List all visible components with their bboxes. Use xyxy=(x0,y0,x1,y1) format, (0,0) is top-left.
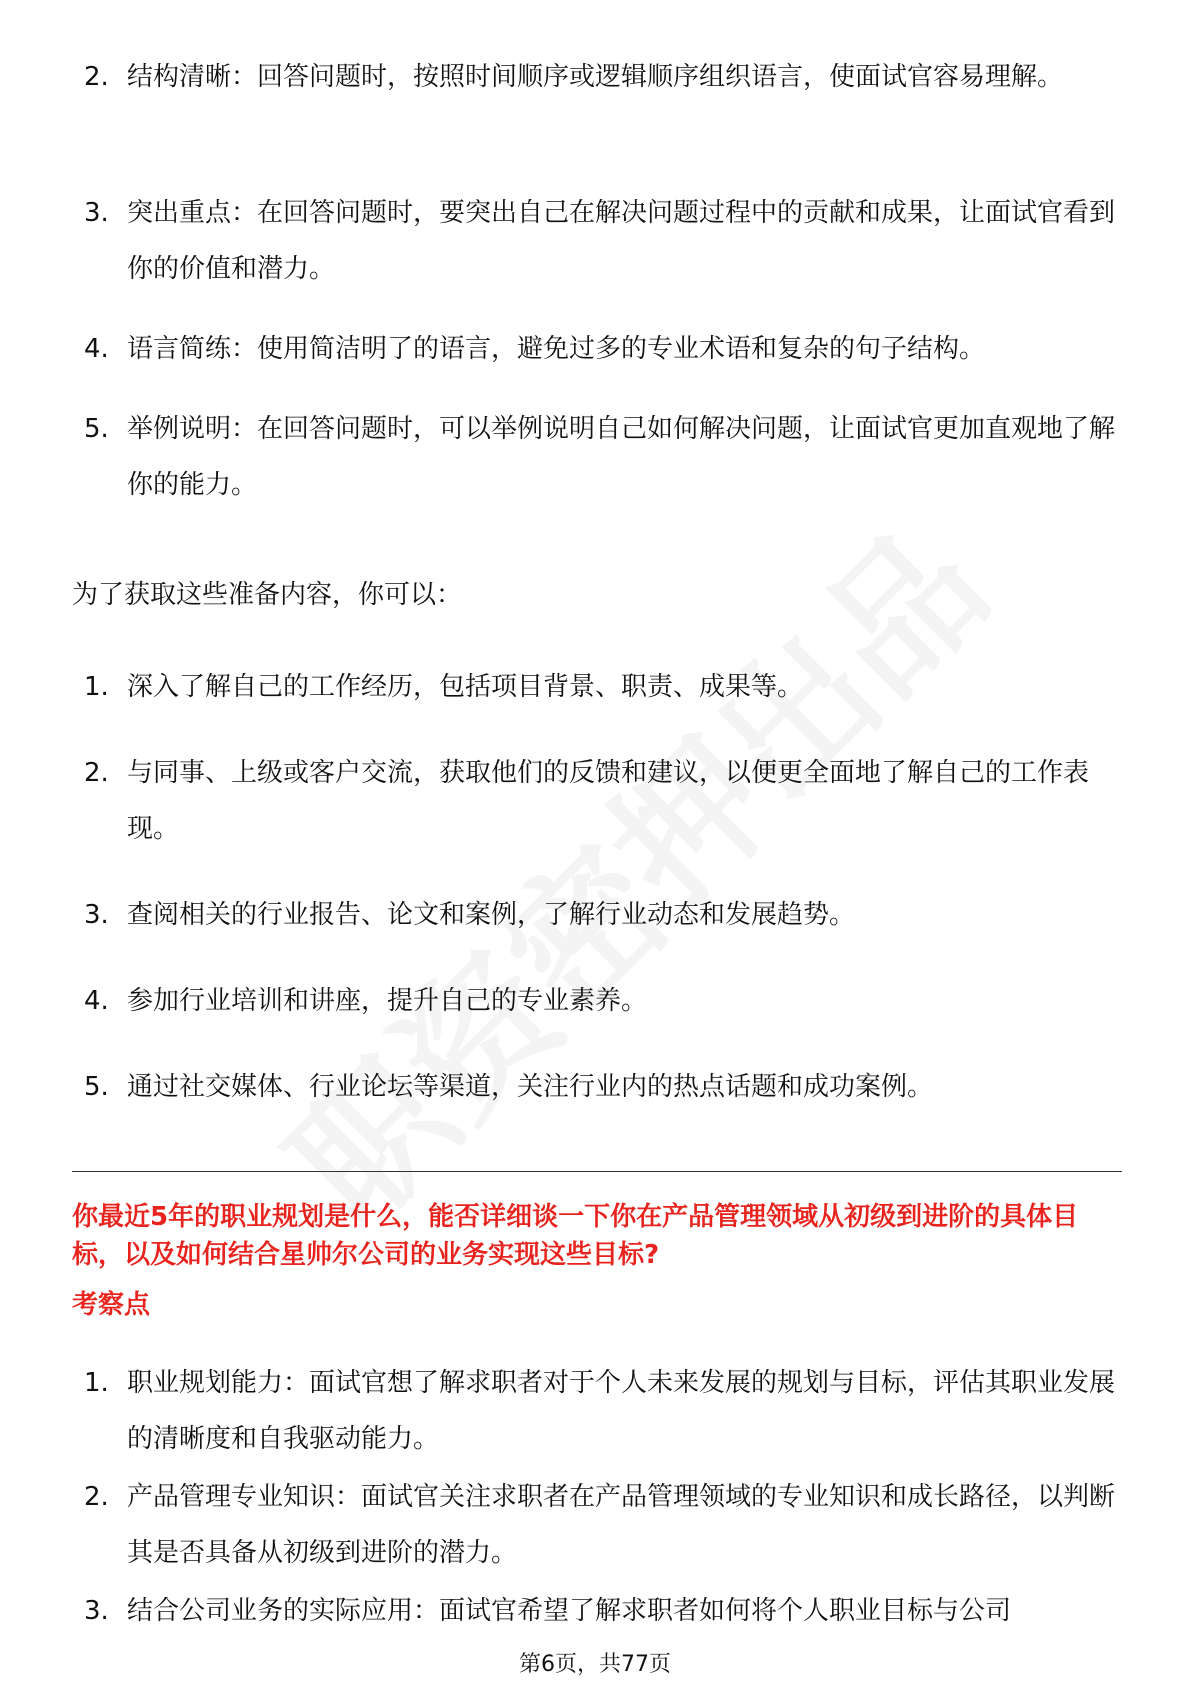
list-item xyxy=(0,185,1121,297)
list-item-text: 结构清晰：回答问题时，按照时间顺序或逻辑顺序组织语言，使面试官容易理解。 xyxy=(127,62,1064,92)
list-item xyxy=(0,1583,1121,1639)
interview-question: 你最近5年的职业规划是什么，能否详细谈一下你在产品管理领域从初级到进阶的具体目标，以及如何结合星帅尔公司的业务实现这些目标? xyxy=(72,1202,1079,1270)
list-item-text: 举例说明：在回答问题时，可以举例说明自己如何解决问题，让面试官更加直观地了解你的能力。 xyxy=(127,414,1116,500)
list-item-number: 4. xyxy=(84,986,109,1016)
list-item-text: 深入了解自己的工作经历，包括项目背景、职责、成果等。 xyxy=(127,672,804,702)
section-divider xyxy=(72,1171,1122,1172)
list-item-text: 查阅相关的行业报告、论文和案例，了解行业动态和发展趋势。 xyxy=(127,900,856,930)
list-item-text: 与同事、上级或客户交流，获取他们的反馈和建议，以便更全面地了解自己的工作表现。 xyxy=(127,758,1090,844)
list-item xyxy=(0,1469,1121,1581)
list-item-number: 1. xyxy=(84,1368,109,1398)
page-number: 第6页，共77页 xyxy=(519,1652,671,1677)
list-item-number: 2. xyxy=(84,1482,109,1512)
list-item xyxy=(0,887,1121,943)
list-item-number: 5. xyxy=(84,1072,109,1102)
list-item-text: 通过社交媒体、行业论坛等渠道，关注行业内的热点话题和成功案例。 xyxy=(127,1072,934,1102)
list-item-text: 结合公司业务的实际应用：面试官希望了解求职者如何将个人职业目标与公司 xyxy=(127,1596,1012,1626)
list-item-text: 突出重点：在回答问题时，要突出自己在解决问题过程中的贡献和成果，让面试官看到你的价值和潜力。 xyxy=(127,198,1116,284)
list-item-number: 5. xyxy=(84,414,109,444)
intro-paragraph: 为了获取这些准备内容，你可以： xyxy=(72,580,463,610)
list-item xyxy=(0,401,1121,513)
list-item xyxy=(0,1355,1121,1467)
list-item xyxy=(0,745,1121,857)
list-item-number: 3. xyxy=(84,198,109,228)
list-item xyxy=(0,49,1121,161)
answer-tips-list xyxy=(0,49,1190,513)
list-item-number: 3. xyxy=(84,900,109,930)
list-item xyxy=(0,659,1121,715)
list-item-text: 产品管理专业知识：面试官关注求职者在产品管理领域的专业知识和成长路径，以判断其是否具备从初级到进阶的潜力。 xyxy=(127,1482,1116,1568)
list-item-number: 3. xyxy=(84,1596,109,1626)
list-item xyxy=(0,973,1121,1029)
list-item xyxy=(0,321,1121,377)
assessment-points-list xyxy=(0,1355,1190,1639)
list-item-number: 2. xyxy=(84,758,109,788)
list-item-text: 职业规划能力：面试官想了解求职者对于个人未来发展的规划与目标，评估其职业发展的清晰度和自我驱动能力。 xyxy=(127,1368,1116,1454)
list-item-text: 参加行业培训和讲座，提升自己的专业素养。 xyxy=(127,986,648,1016)
list-item-text: 语言简练：使用简洁明了的语言，避免过多的专业术语和复杂的句子结构。 xyxy=(127,334,986,364)
list-item-number: 1. xyxy=(84,672,109,702)
list-item-number: 2. xyxy=(84,62,109,92)
section-subheading: 考察点 xyxy=(72,1290,151,1320)
preparation-list xyxy=(0,659,1190,1115)
list-item-number: 4. xyxy=(84,334,109,364)
list-item xyxy=(0,1059,1121,1115)
